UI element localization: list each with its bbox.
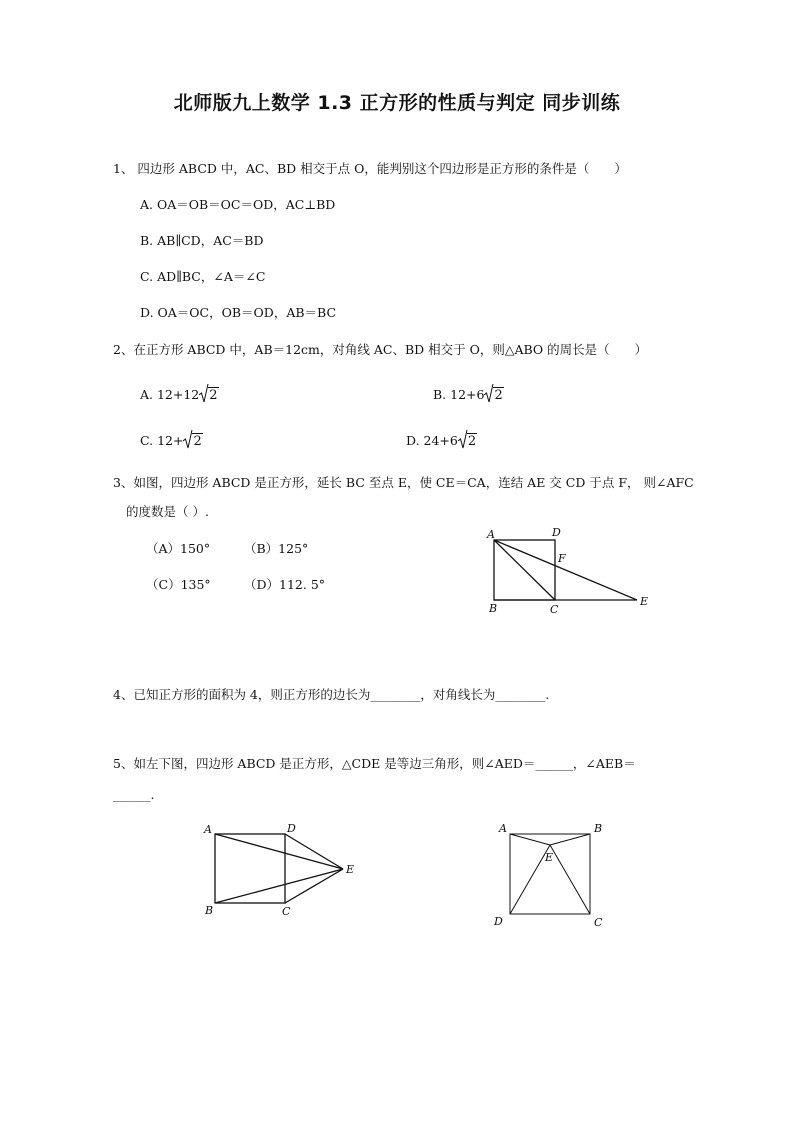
q5-fig2-label-e: E xyxy=(545,851,554,864)
q1-option-d: D. OA＝OC，OB＝OD，AB＝BC xyxy=(140,305,337,320)
q1-option-b: B. AB∥CD，AC＝BD xyxy=(140,233,264,248)
q2-option-b-radicand: 2 xyxy=(494,388,503,403)
q5-fig2-label-b: B xyxy=(594,822,603,835)
q2-option-c-radicand: 2 xyxy=(193,434,202,449)
q2-option-a-radicand: 2 xyxy=(209,388,218,403)
q5-fig1-label-b: B xyxy=(205,904,214,917)
q3-option-a: （A）150° xyxy=(146,541,211,556)
q1-option-a: A. OA＝OB＝OC＝OD，AC⊥BD xyxy=(140,197,336,212)
q5-fig1-label-c: C xyxy=(282,905,291,918)
q5-fig2-label-a: A xyxy=(499,822,507,835)
q2-option-d-radicand: 2 xyxy=(467,434,477,449)
q1-option-c: C. AD∥BC，∠A＝∠C xyxy=(140,269,266,284)
q3-label-e: E xyxy=(640,595,649,608)
q3-label-d: D xyxy=(552,526,561,539)
q5-fig1-label-d: D xyxy=(287,822,296,835)
q5-line2: ______. xyxy=(113,787,155,802)
q1-stem: 1、 四边形 ABCD 中，AC、BD 相交于点 O，能判别这个四边形是正方形的条件是（ ） xyxy=(113,161,627,176)
page-title: 北师版九上数学 1.3 正方形的性质与判定 同步训练 xyxy=(173,92,621,114)
q3-label-a: A xyxy=(487,528,495,541)
q3-stem-continued: 的度数是（ ）. xyxy=(126,504,209,519)
q3-option-c: （C）135° xyxy=(146,577,211,592)
q3-label-c: C xyxy=(550,603,559,616)
q2-option-c-text: C. 12+ xyxy=(140,433,184,448)
q2-option-a-text: A. 12+12 xyxy=(140,387,200,402)
q3-label-b: B xyxy=(489,602,498,615)
q3-option-d: （D）112. 5° xyxy=(244,577,326,592)
q5-fig1-label-e: E xyxy=(346,863,355,876)
q2-option-d-text: D. 24+6 xyxy=(406,433,458,448)
q5-line1: 5、如左下图，四边形 ABCD 是正方形，△CDE 是等边三角形，则∠AED＝______，∠AEB＝ xyxy=(113,756,636,771)
q5-fig2-label-c: C xyxy=(594,916,603,929)
q2-stem: 2、在正方形 ABCD 中，AB＝12cm，对角线 AC、BD 相交于 O，则△ABO 的周长是（ ） xyxy=(113,342,648,357)
q4-text: 4、已知正方形的面积为 4，则正方形的边长为________，对角线长为________. xyxy=(113,687,550,702)
q2-option-b-text: B. 12+6 xyxy=(433,387,485,402)
q3-option-b: （B）125° xyxy=(244,541,309,556)
q3-label-f: F xyxy=(558,552,566,565)
q3-stem: 3、如图，四边形 ABCD 是正方形，延长 BC 至点 E，使 CE＝CA，连结 AE 交 CD 于点 F， 则∠AFC xyxy=(113,475,694,490)
q5-fig2-label-d: D xyxy=(494,915,503,928)
q5-fig1-label-a: A xyxy=(204,823,212,836)
